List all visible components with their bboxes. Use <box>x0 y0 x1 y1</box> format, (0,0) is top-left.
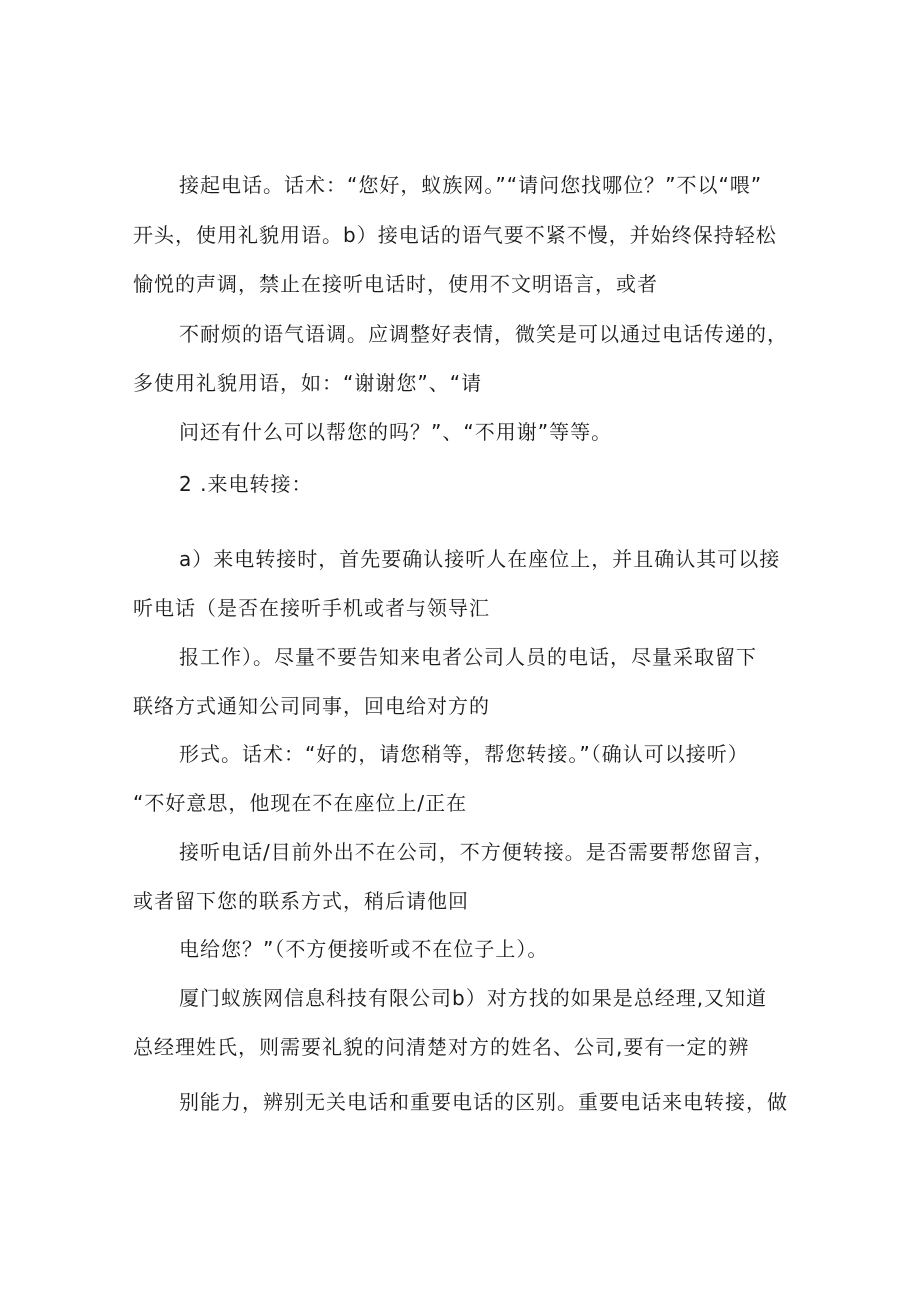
text-line: 总经理姓氏，则需要礼貌的问清楚对方的姓名、公司,要有一定的辨 <box>133 1035 750 1059</box>
text-line: 联络方式通知公司同事，回电给对方的 <box>133 694 490 718</box>
text-line: 不耐烦的语气语调。应调整好表情，微笑是可以通过电话传递的， <box>179 322 788 346</box>
text-line: 或者留下您的联系方式，稍后请他回 <box>133 889 469 913</box>
text-line: a）来电转接时，首先要确认接听人在座位上，并且确认其可以接 <box>179 547 781 571</box>
text-line: 问还有什么可以帮您的吗？”、“不用谢”等等。 <box>179 420 613 444</box>
section-heading: 2 .来电转接： <box>179 472 313 496</box>
text-line: 电给您？”（不方便接听或不在位子上）。 <box>179 937 549 961</box>
text-line: 开头，使用礼貌用语。b）接电话的语气要不紧不慢，并始终保持轻松 <box>133 223 777 247</box>
text-line: 听电话（是否在接听手机或者与领导汇 <box>133 596 490 620</box>
text-line: 多使用礼貌用语，如：“谢谢您”、“请 <box>133 371 483 395</box>
text-line: 别能力，辨别无关电话和重要电话的区别。重要电话来电转接，做 <box>179 1090 788 1114</box>
text-line: 愉悦的声调，禁止在接听电话时，使用不文明语言，或者 <box>133 272 658 296</box>
text-line: 形式。话术：“好的，请您稍等，帮您转接。”（确认可以接听） <box>179 742 749 766</box>
text-line: 厦门蚁族网信息科技有限公司b）对方找的如果是总经理,又知道 <box>179 986 768 1010</box>
text-line: 报工作）。尽量不要告知来电者公司人员的电话，尽量采取留下 <box>179 645 757 669</box>
text-line: “不好意思，他现在不在座位上/正在 <box>133 791 468 815</box>
text-line: 接起电话。话术：“您好，蚁族网。”“请问您找哪位？”不以“喂” <box>179 173 763 197</box>
text-line: 接听电话/目前外出不在公司，不方便转接。是否需要帮您留言， <box>179 840 775 864</box>
